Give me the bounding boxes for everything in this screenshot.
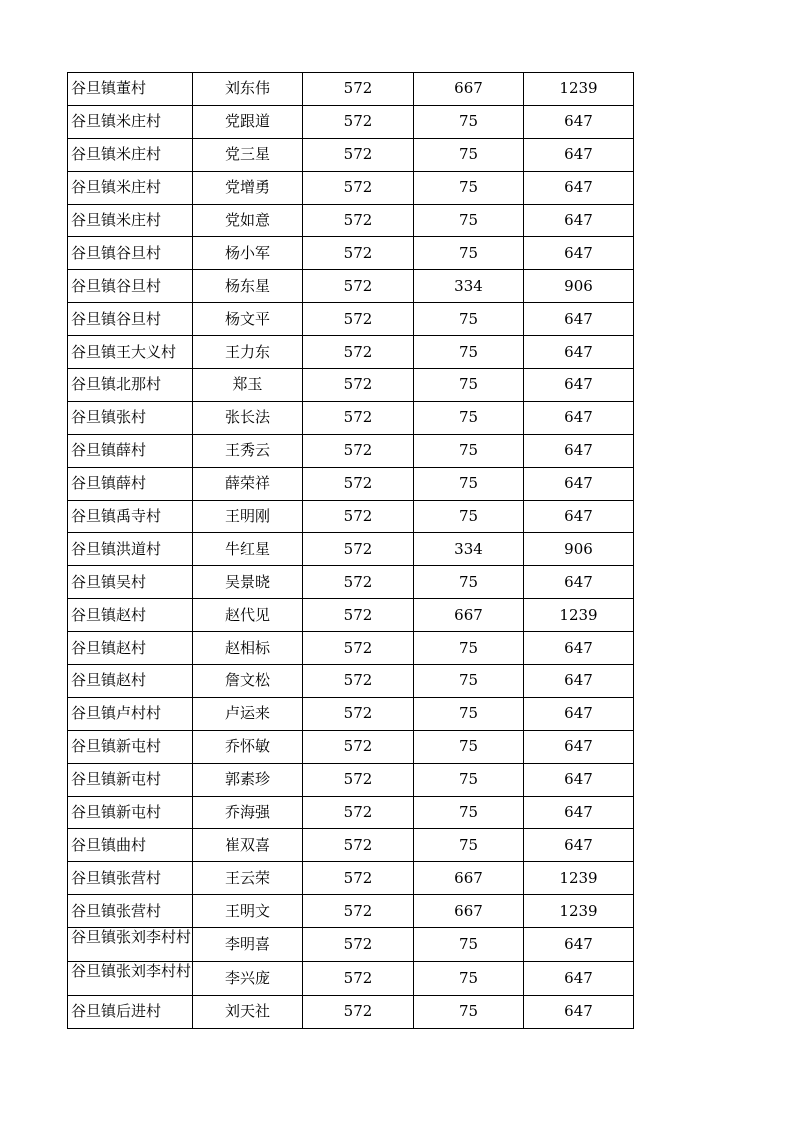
village-cell: 谷旦镇米庄村	[68, 204, 193, 237]
name-cell: 刘东伟	[193, 73, 303, 106]
name-cell: 王秀云	[193, 434, 303, 467]
name-cell: 赵代见	[193, 599, 303, 632]
total-cell: 647	[524, 401, 634, 434]
value-b-cell: 75	[414, 434, 524, 467]
value-b-cell: 75	[414, 962, 524, 996]
total-cell: 647	[524, 566, 634, 599]
value-a-cell: 572	[303, 730, 414, 763]
table-row	[68, 270, 634, 303]
village-cell: 谷旦镇赵村	[68, 632, 193, 665]
village-cell: 谷旦镇谷旦村	[68, 303, 193, 336]
total-cell: 647	[524, 434, 634, 467]
name-cell: 王明文	[193, 895, 303, 928]
village-cell: 谷旦镇新屯村	[68, 730, 193, 763]
village-cell: 谷旦镇新屯村	[68, 796, 193, 829]
table-row	[68, 105, 634, 138]
village-cell: 谷旦镇禹寺村	[68, 500, 193, 533]
value-b-cell: 75	[414, 665, 524, 698]
total-cell: 647	[524, 204, 634, 237]
name-cell: 王云荣	[193, 862, 303, 895]
total-cell: 1239	[524, 73, 634, 106]
village-cell: 谷旦镇张营村	[68, 895, 193, 928]
name-cell: 党三星	[193, 138, 303, 171]
name-cell: 李明喜	[193, 928, 303, 962]
name-cell: 崔双喜	[193, 829, 303, 862]
value-a-cell: 572	[303, 962, 414, 996]
village-cell: 谷旦镇张村	[68, 401, 193, 434]
village-cell: 谷旦镇曲村	[68, 829, 193, 862]
name-cell: 郑玉	[193, 369, 303, 402]
table-row	[68, 171, 634, 204]
table-row	[68, 796, 634, 829]
name-cell: 乔海强	[193, 796, 303, 829]
table-row	[68, 500, 634, 533]
village-cell: 谷旦镇洪道村	[68, 533, 193, 566]
name-cell: 党如意	[193, 204, 303, 237]
table-row	[68, 632, 634, 665]
name-cell: 刘天社	[193, 995, 303, 1028]
table-row	[68, 204, 634, 237]
table-row	[68, 763, 634, 796]
value-a-cell: 572	[303, 138, 414, 171]
table-row	[68, 369, 634, 402]
total-cell: 647	[524, 829, 634, 862]
total-cell: 647	[524, 336, 634, 369]
table-row	[68, 697, 634, 730]
village-cell: 谷旦镇卢村村	[68, 697, 193, 730]
village-cell: 谷旦镇米庄村	[68, 171, 193, 204]
value-b-cell: 75	[414, 336, 524, 369]
value-a-cell: 572	[303, 697, 414, 730]
village-cell: 谷旦镇薛村	[68, 467, 193, 500]
village-cell: 谷旦镇谷旦村	[68, 237, 193, 270]
village-cell: 谷旦镇王大义村	[68, 336, 193, 369]
table-row	[68, 533, 634, 566]
table-row	[68, 730, 634, 763]
name-cell: 赵相标	[193, 632, 303, 665]
name-cell: 杨文平	[193, 303, 303, 336]
value-b-cell: 334	[414, 533, 524, 566]
value-b-cell: 75	[414, 829, 524, 862]
value-a-cell: 572	[303, 632, 414, 665]
value-b-cell: 667	[414, 73, 524, 106]
name-cell: 李兴庞	[193, 962, 303, 996]
name-cell: 张长法	[193, 401, 303, 434]
data-table	[67, 72, 634, 1029]
village-cell: 谷旦镇董村	[68, 73, 193, 106]
value-a-cell: 572	[303, 467, 414, 500]
value-a-cell: 572	[303, 862, 414, 895]
value-b-cell: 75	[414, 995, 524, 1028]
table-row	[68, 73, 634, 106]
table-row	[68, 862, 634, 895]
name-cell: 杨小军	[193, 237, 303, 270]
value-b-cell: 75	[414, 928, 524, 962]
total-cell: 647	[524, 500, 634, 533]
name-cell: 乔怀敏	[193, 730, 303, 763]
value-a-cell: 572	[303, 237, 414, 270]
table-row	[68, 434, 634, 467]
name-cell: 薛荣祥	[193, 467, 303, 500]
table-row	[68, 599, 634, 632]
total-cell: 647	[524, 632, 634, 665]
table-row	[68, 566, 634, 599]
village-cell: 谷旦镇赵村	[68, 599, 193, 632]
total-cell: 1239	[524, 862, 634, 895]
value-b-cell: 75	[414, 401, 524, 434]
value-a-cell: 572	[303, 599, 414, 632]
table-row	[68, 138, 634, 171]
value-a-cell: 572	[303, 369, 414, 402]
table-row	[68, 237, 634, 270]
village-cell: 谷旦镇米庄村	[68, 105, 193, 138]
table-row	[68, 995, 634, 1028]
name-cell: 吴景晓	[193, 566, 303, 599]
value-b-cell: 75	[414, 796, 524, 829]
village-cell: 谷旦镇米庄村	[68, 138, 193, 171]
value-a-cell: 572	[303, 171, 414, 204]
total-cell: 647	[524, 105, 634, 138]
value-b-cell: 75	[414, 467, 524, 500]
value-a-cell: 572	[303, 303, 414, 336]
total-cell: 1239	[524, 599, 634, 632]
village-cell: 谷旦镇张刘李村村	[68, 928, 193, 962]
village-cell: 谷旦镇北那村	[68, 369, 193, 402]
total-cell: 906	[524, 533, 634, 566]
total-cell: 647	[524, 796, 634, 829]
value-b-cell: 667	[414, 599, 524, 632]
value-b-cell: 75	[414, 237, 524, 270]
table-row	[68, 401, 634, 434]
table-row	[68, 665, 634, 698]
value-b-cell: 75	[414, 763, 524, 796]
value-a-cell: 572	[303, 665, 414, 698]
village-cell: 谷旦镇谷旦村	[68, 270, 193, 303]
table-row	[68, 336, 634, 369]
value-b-cell: 75	[414, 730, 524, 763]
table-body	[68, 73, 634, 1029]
total-cell: 647	[524, 369, 634, 402]
value-a-cell: 572	[303, 204, 414, 237]
value-b-cell: 75	[414, 303, 524, 336]
total-cell: 647	[524, 763, 634, 796]
value-a-cell: 572	[303, 928, 414, 962]
value-a-cell: 572	[303, 895, 414, 928]
total-cell: 647	[524, 995, 634, 1028]
name-cell: 杨东星	[193, 270, 303, 303]
village-cell: 谷旦镇吴村	[68, 566, 193, 599]
total-cell: 906	[524, 270, 634, 303]
total-cell: 647	[524, 138, 634, 171]
total-cell: 647	[524, 171, 634, 204]
value-a-cell: 572	[303, 796, 414, 829]
value-b-cell: 334	[414, 270, 524, 303]
village-cell: 谷旦镇张刘李村村	[68, 962, 193, 996]
village-cell: 谷旦镇张营村	[68, 862, 193, 895]
village-cell: 谷旦镇后进村	[68, 995, 193, 1028]
name-cell: 詹文松	[193, 665, 303, 698]
value-b-cell: 75	[414, 632, 524, 665]
village-cell: 谷旦镇薛村	[68, 434, 193, 467]
value-a-cell: 572	[303, 566, 414, 599]
value-b-cell: 75	[414, 171, 524, 204]
value-b-cell: 75	[414, 566, 524, 599]
name-cell: 王明刚	[193, 500, 303, 533]
value-a-cell: 572	[303, 995, 414, 1028]
total-cell: 647	[524, 928, 634, 962]
value-a-cell: 572	[303, 105, 414, 138]
value-b-cell: 75	[414, 138, 524, 171]
table-row	[68, 467, 634, 500]
value-a-cell: 572	[303, 270, 414, 303]
total-cell: 647	[524, 303, 634, 336]
total-cell: 647	[524, 962, 634, 996]
value-b-cell: 667	[414, 862, 524, 895]
name-cell: 王力东	[193, 336, 303, 369]
value-a-cell: 572	[303, 434, 414, 467]
value-b-cell: 75	[414, 697, 524, 730]
total-cell: 647	[524, 467, 634, 500]
value-a-cell: 572	[303, 763, 414, 796]
total-cell: 1239	[524, 895, 634, 928]
value-b-cell: 75	[414, 105, 524, 138]
value-a-cell: 572	[303, 829, 414, 862]
table-row	[68, 829, 634, 862]
table-row	[68, 962, 634, 996]
table-row	[68, 895, 634, 928]
value-b-cell: 667	[414, 895, 524, 928]
name-cell: 党跟道	[193, 105, 303, 138]
value-a-cell: 572	[303, 500, 414, 533]
village-cell: 谷旦镇新屯村	[68, 763, 193, 796]
village-cell: 谷旦镇赵村	[68, 665, 193, 698]
table-row	[68, 303, 634, 336]
value-b-cell: 75	[414, 369, 524, 402]
value-a-cell: 572	[303, 533, 414, 566]
total-cell: 647	[524, 697, 634, 730]
total-cell: 647	[524, 237, 634, 270]
value-b-cell: 75	[414, 500, 524, 533]
name-cell: 牛红星	[193, 533, 303, 566]
name-cell: 郭素珍	[193, 763, 303, 796]
table-row	[68, 928, 634, 962]
value-a-cell: 572	[303, 401, 414, 434]
value-a-cell: 572	[303, 73, 414, 106]
value-b-cell: 75	[414, 204, 524, 237]
name-cell: 党增勇	[193, 171, 303, 204]
name-cell: 卢运来	[193, 697, 303, 730]
total-cell: 647	[524, 665, 634, 698]
total-cell: 647	[524, 730, 634, 763]
value-a-cell: 572	[303, 336, 414, 369]
